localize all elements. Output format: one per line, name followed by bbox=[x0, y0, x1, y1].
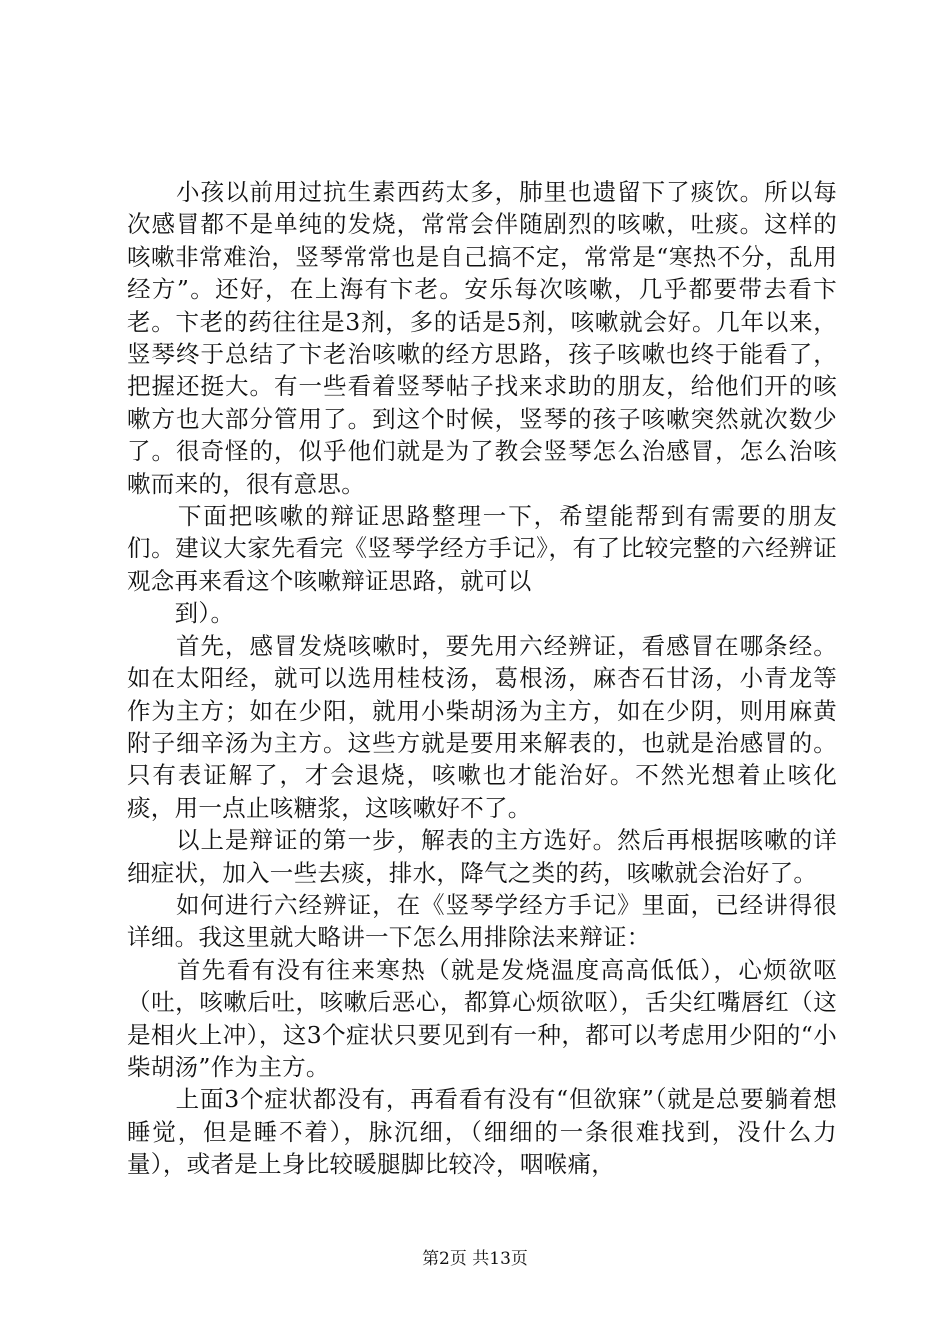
paragraph: 以上是辩证的第一步，解表的主方选好。然后再根据咳嗽的详细症状，加入一些去痰，排水，降气之类的药，咳嗽就会治好了。 bbox=[127, 826, 837, 887]
paragraph: 小孩以前用过抗生素西药太多，肺里也遗留下了痰饮。所以每次感冒都不是单纯的发烧，常常会伴随剧烈的咳嗽，吐痰。这样的咳嗽非常难治，竖琴常常也是自己搞不定，常常是“寒热不分，乱用经方”。还好，在上海有卞老。安乐每次咳嗽，几乎都要带去看卞老。卞老的药往往是3剂，多的话是5剂，咳嗽就会好。几年以来，竖琴终于总结了卞老治咳嗽的经方思路，孩子咳嗽也终于能看了，把握还挺大。有一些看着竖琴帖子找来求助的朋友，给他们开的咳嗽方也大部分管用了。到这个时候，竖琴的孩子咳嗽突然就次数少了。很奇怪的，似乎他们就是为了教会竖琴怎么治感冒，怎么治咳嗽而来的，很有意思。 bbox=[127, 178, 837, 498]
paragraph: 上面3个症状都没有，再看看有没有“但欲寐”（就是总要躺着想睡觉，但是睡不着），脉沉细，（细细的一条很难找到，没什么力量），或者是上身比较暖腿脚比较冷，咽喉痛， bbox=[127, 1085, 837, 1179]
paragraph: 首先看有没有往来寒热（就是发烧温度高高低低），心烦欲呕（吐，咳嗽后吐，咳嗽后恶心，都算心烦欲呕），舌尖红嘴唇红（这是相火上冲），这3个症状只要见到有一种，都可以考虑用少阳的“小柴胡汤”作为主方。 bbox=[127, 955, 837, 1081]
paragraph: 如何进行六经辨证，在《竖琴学经方手记》里面，已经讲得很详细。我这里就大略讲一下怎么用排除法来辩证： bbox=[127, 890, 837, 952]
paragraph: 到）。 bbox=[127, 599, 235, 628]
page-footer: 第2页 共13页 bbox=[422, 1249, 528, 1269]
paragraph: 下面把咳嗽的辩证思路整理一下，希望能帮到有需要的朋友们。建议大家先看完《竖琴学经方手记》，有了比较完整的六经辨证观念再来看这个咳嗽辩证思路，就可以 bbox=[127, 502, 837, 595]
paragraph: 首先，感冒发烧咳嗽时，要先用六经辨证，看感冒在哪条经。如在太阳经，就可以选用桂枝汤，葛根汤，麻杏石甘汤，小青龙等作为主方；如在少阳，就用小柴胡汤为主方，如在少阴，则用麻黄附子细辛汤为主方。这些方就是要用来解表的，也就是治感冒的。只有表证解了，才会退烧，咳嗽也才能治好。不然光想着止咳化痰，用一点止咳糖浆，这咳嗽好不了。 bbox=[127, 631, 837, 822]
body-text bbox=[127, 176, 837, 1181]
